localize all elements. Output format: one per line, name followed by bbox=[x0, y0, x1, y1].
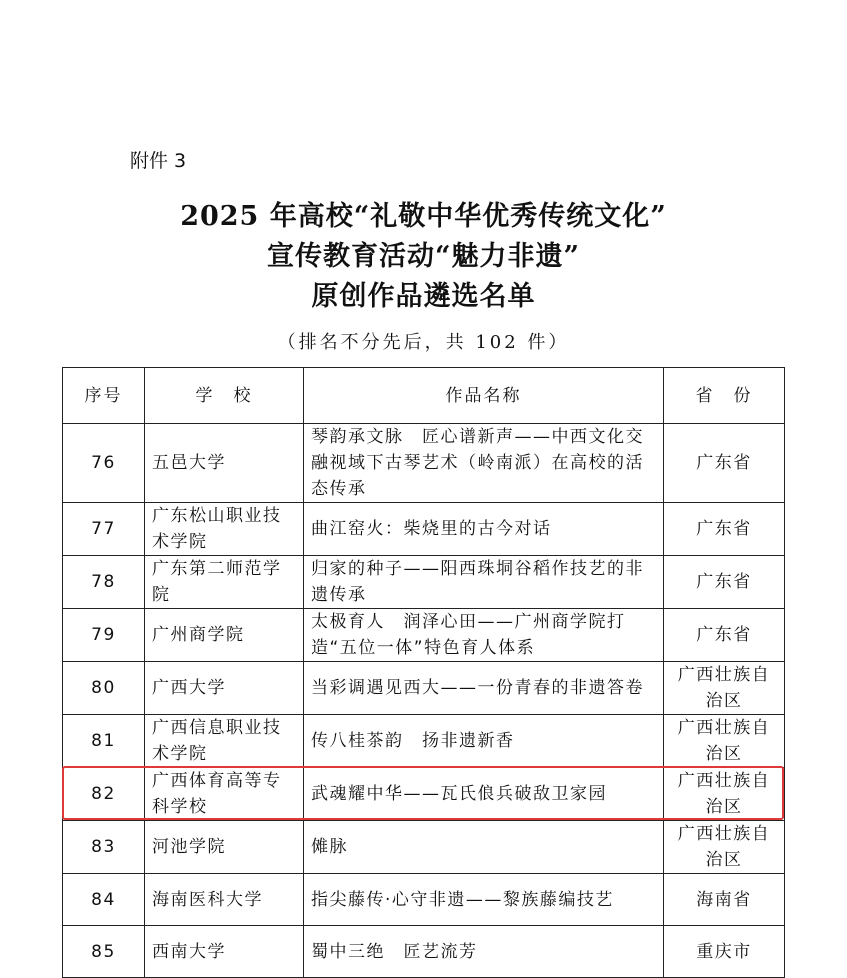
table-row-highlighted bbox=[63, 768, 785, 821]
cell-province: 广东省 bbox=[664, 424, 785, 503]
cell-province: 广东省 bbox=[664, 556, 785, 609]
cell-school: 广西大学 bbox=[145, 662, 304, 715]
cell-province: 广西壮族自治区 bbox=[664, 715, 785, 768]
cell-work: 傩脉 bbox=[304, 821, 664, 874]
header-province: 省 份 bbox=[664, 368, 785, 424]
cell-school: 河池学院 bbox=[145, 821, 304, 874]
header-school: 学 校 bbox=[145, 368, 304, 424]
cell-province: 广西壮族自治区 bbox=[664, 662, 785, 715]
document-title-line-3: 原创作品遴选名单 bbox=[311, 281, 536, 312]
header-work: 作品名称 bbox=[304, 368, 664, 424]
cell-work: 太极育人 润泽心田——广州商学院打造“五位一体”特色育人体系 bbox=[304, 609, 664, 662]
cell-no: 76 bbox=[63, 424, 145, 503]
cell-no: 83 bbox=[63, 821, 145, 874]
table-row bbox=[63, 662, 785, 715]
cell-school: 西南大学 bbox=[145, 926, 304, 978]
cell-no: 82 bbox=[63, 768, 145, 821]
table-row bbox=[63, 424, 785, 503]
cell-school: 海南医科大学 bbox=[145, 874, 304, 926]
table-row bbox=[63, 715, 785, 768]
cell-no: 80 bbox=[63, 662, 145, 715]
cell-school: 广西体育高等专科学校 bbox=[145, 768, 304, 821]
cell-work: 蜀中三绝 匠艺流芳 bbox=[304, 926, 664, 978]
cell-no: 79 bbox=[63, 609, 145, 662]
table-row bbox=[63, 874, 785, 926]
header-no: 序号 bbox=[63, 368, 145, 424]
cell-province: 广西壮族自治区 bbox=[664, 821, 785, 874]
cell-work: 归家的种子——阳西珠垌谷稻作技艺的非遗传承 bbox=[304, 556, 664, 609]
attachment-label: 附件 3 bbox=[130, 150, 187, 172]
cell-school: 广州商学院 bbox=[145, 609, 304, 662]
cell-work: 传八桂茶韵 扬非遗新香 bbox=[304, 715, 664, 768]
cell-no: 84 bbox=[63, 874, 145, 926]
cell-no: 77 bbox=[63, 503, 145, 556]
ranking-note: （排名不分先后，共 102 件） bbox=[277, 332, 570, 353]
table-row bbox=[63, 503, 785, 556]
document-title-line-2: 宣传教育活动“魅力非遗” bbox=[266, 241, 581, 272]
cell-school: 广东松山职业技术学院 bbox=[145, 503, 304, 556]
cell-no: 78 bbox=[63, 556, 145, 609]
cell-province: 广东省 bbox=[664, 609, 785, 662]
cell-work: 琴韵承文脉 匠心谱新声——中西文化交融视域下古琴艺术（岭南派）在高校的活态传承 bbox=[304, 424, 664, 503]
document-title-line-1: 2025 年高校“礼敬中华优秀传统文化” bbox=[180, 201, 667, 232]
selection-table bbox=[62, 367, 785, 978]
cell-no: 81 bbox=[63, 715, 145, 768]
cell-no: 85 bbox=[63, 926, 145, 978]
cell-province: 广东省 bbox=[664, 503, 785, 556]
table-row bbox=[63, 926, 785, 978]
table-header-row bbox=[63, 368, 785, 424]
cell-province: 广西壮族自治区 bbox=[664, 768, 785, 821]
cell-work: 指尖藤传·心守非遗——黎族藤编技艺 bbox=[304, 874, 664, 926]
table-row bbox=[63, 556, 785, 609]
table-row bbox=[63, 609, 785, 662]
cell-work: 曲江窑火：柴烧里的古今对话 bbox=[304, 503, 664, 556]
selection-table-container bbox=[62, 367, 784, 978]
cell-province: 重庆市 bbox=[664, 926, 785, 978]
cell-work: 武魂耀中华——瓦氏俍兵破敌卫家园 bbox=[304, 768, 664, 821]
cell-school: 广东第二师范学院 bbox=[145, 556, 304, 609]
cell-province: 海南省 bbox=[664, 874, 785, 926]
cell-school: 五邑大学 bbox=[145, 424, 304, 503]
cell-work: 当彩调遇见西大——一份青春的非遗答卷 bbox=[304, 662, 664, 715]
table-row bbox=[63, 821, 785, 874]
cell-school: 广西信息职业技术学院 bbox=[145, 715, 304, 768]
